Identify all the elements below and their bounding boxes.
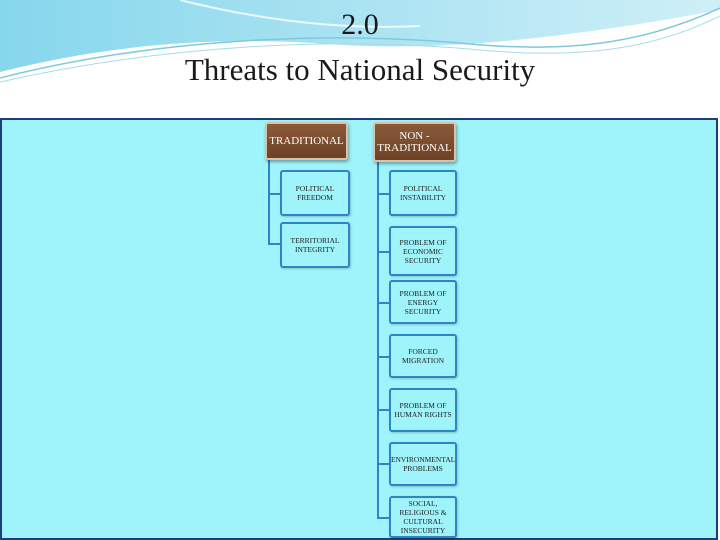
node-political-instability bbox=[389, 170, 457, 216]
node-energy-security bbox=[389, 280, 457, 324]
node-label: POLITICAL INSTABILITY bbox=[399, 184, 447, 202]
node-label: SOCIAL, RELIGIOUS & CULTURAL INSECURITY bbox=[399, 499, 447, 535]
non-traditional-header-box bbox=[373, 122, 456, 162]
connector-territorial-integrity bbox=[268, 243, 280, 245]
connector-traditional-trunk bbox=[268, 160, 270, 244]
node-label: FORCED MIGRATION bbox=[401, 347, 445, 365]
traditional-header-box bbox=[265, 122, 348, 160]
slide-number: 2.0 bbox=[341, 8, 379, 41]
connector-energy-security bbox=[377, 302, 389, 304]
connector-economic-security bbox=[377, 251, 389, 253]
node-forced-migration bbox=[389, 334, 457, 378]
connector-human-rights bbox=[377, 409, 389, 411]
slide-header bbox=[0, 0, 720, 118]
connector-forced-migration bbox=[377, 356, 389, 358]
node-territorial-integrity bbox=[280, 222, 350, 268]
node-political-freedom bbox=[280, 170, 350, 216]
node-social-religious-cultural-insecurity bbox=[389, 496, 457, 538]
node-label: PROBLEM OF ECONOMIC SECURITY bbox=[399, 237, 447, 265]
traditional-header-label: TRADITIONAL bbox=[269, 135, 344, 147]
connector-political-freedom bbox=[268, 193, 280, 195]
node-label: PROBLEM OF ENERGY SECURITY bbox=[399, 288, 447, 316]
slide-title: Threats to National Security bbox=[184, 52, 536, 87]
connector-social-religious-cultural bbox=[377, 517, 389, 519]
connector-environmental bbox=[377, 463, 389, 465]
diagram-panel bbox=[0, 118, 718, 540]
node-economic-security bbox=[389, 226, 457, 276]
non-traditional-header-label: NON - TRADITIONAL bbox=[377, 130, 452, 154]
node-environmental-problems bbox=[389, 442, 457, 486]
node-label: POLITICAL FREEDOM bbox=[295, 184, 335, 202]
node-label: ENVIRONMENTAL PROBLEMS bbox=[390, 455, 456, 473]
node-label: PROBLEM OF HUMAN RIGHTS bbox=[394, 401, 452, 419]
node-human-rights bbox=[389, 388, 457, 432]
node-label: TERRITORIAL INTEGRITY bbox=[290, 236, 340, 254]
connector-political-instability bbox=[377, 193, 389, 195]
